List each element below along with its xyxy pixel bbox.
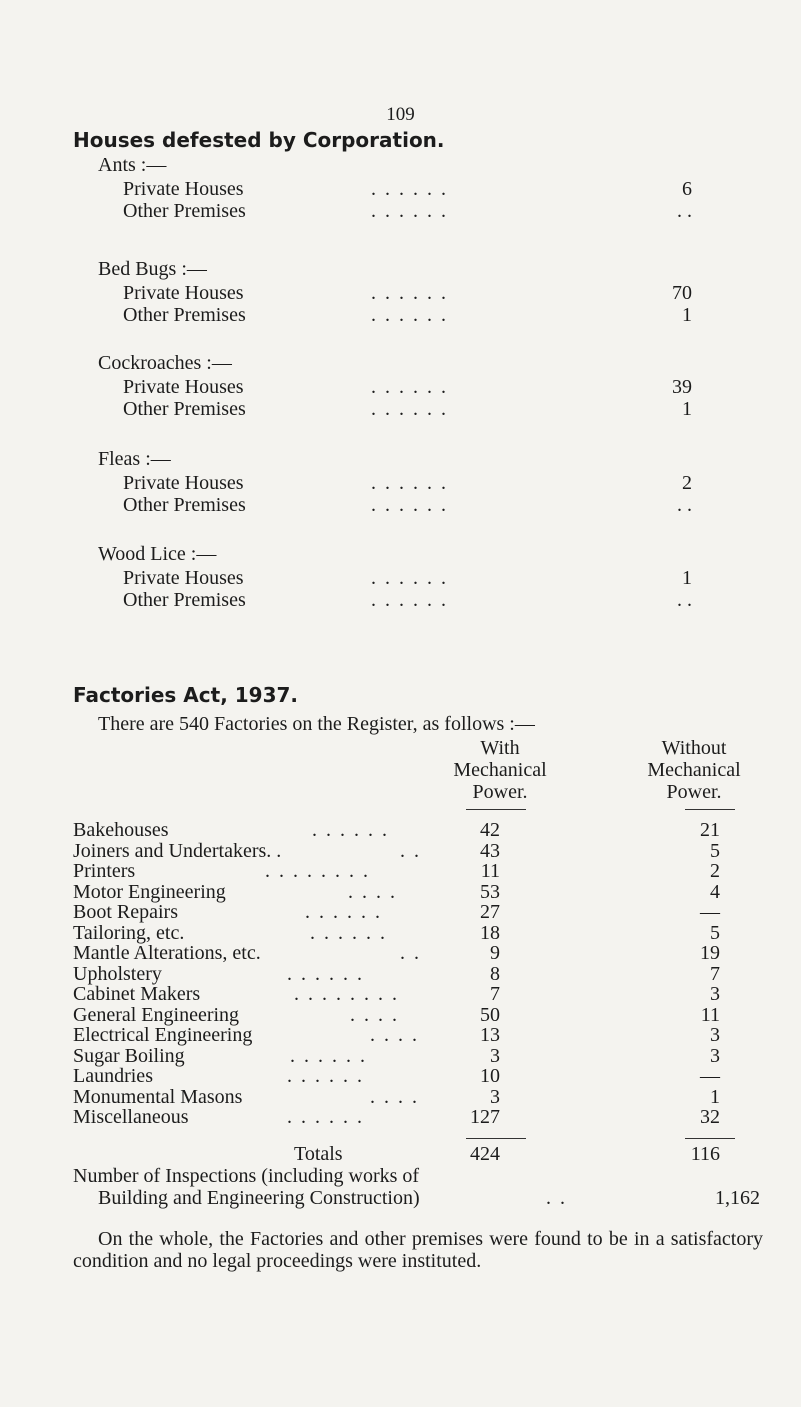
row-with-mechanical: 13 [480,1024,500,1046]
row-without-mechanical: 3 [710,983,720,1005]
pest-group-label: Bed Bugs :— [98,258,207,280]
pest-row-value: 1 [682,398,692,420]
row-leader: . . . . . . [312,819,389,841]
row-label: Boot Repairs [73,901,178,923]
row-with-mechanical: 10 [480,1065,500,1087]
pest-group-label: Cockroaches :— [98,352,232,374]
section-title-factories-act: Factories Act, 1937. [73,683,299,707]
row-leader: . . . . . . [287,1106,364,1128]
row-with-mechanical: 53 [480,881,500,903]
inspections-leader: . . [546,1187,567,1209]
row-without-mechanical: — [700,1065,720,1087]
row-with-mechanical: 3 [490,1086,500,1108]
pest-row-label: Other Premises [123,589,246,611]
pest-row-leader: . . . . . . [371,589,448,611]
pest-row-value: 70 [672,282,692,304]
pest-row-value: 39 [672,376,692,398]
pest-group-label: Ants :— [98,154,167,176]
row-without-mechanical: 19 [700,942,720,964]
row-label: Bakehouses [73,819,169,841]
pest-row-label: Private Houses [123,178,244,200]
row-leader: . . . . . . [305,901,382,923]
row-leader: . . . . [350,1004,399,1026]
row-without-mechanical: — [700,901,720,923]
pest-row-value: . . [677,494,692,516]
row-label: Laundries [73,1065,153,1087]
pest-row-label: Other Premises [123,304,246,326]
pest-row-value: 6 [682,178,692,200]
pest-row-value: . . [677,589,692,611]
totals-without-mechanical: 116 [690,1143,720,1165]
row-with-mechanical: 43 [480,840,500,862]
row-leader: . . . . . . [287,1065,364,1087]
row-with-mechanical: 9 [490,942,500,964]
factories-intro: There are 540 Factories on the Register, as follows :— [98,713,535,735]
row-without-mechanical: 11 [700,1004,720,1026]
row-label: Printers [73,860,136,882]
pest-row-leader: . . . . . . [371,200,448,222]
col2-header-line: Without [661,737,727,759]
totals-rule-col1 [466,1138,526,1139]
row-without-mechanical: 2 [710,860,720,882]
row-with-mechanical: 8 [490,963,500,985]
pest-row-leader: . . . . . . [371,494,448,516]
totals-with-mechanical: 424 [470,1143,500,1165]
pest-row-leader: . . . . . . [371,567,448,589]
row-without-mechanical: 7 [710,963,720,985]
row-label: Motor Engineering [73,881,226,903]
row-label: Tailoring, etc. [73,922,185,944]
pest-group-label: Wood Lice :— [98,543,217,565]
inspections-count: 1,162 [715,1187,760,1209]
pest-row-value: 1 [682,567,692,589]
pest-row-leader: . . . . . . [371,376,448,398]
row-label: Cabinet Makers [73,983,201,1005]
pest-row-value: 2 [682,472,692,494]
row-leader: . . . . . . [290,1045,367,1067]
pest-row-leader: . . . . . . [371,178,448,200]
col1-header-line: Power. [472,781,528,803]
col2-header-line: Power. [666,781,722,803]
header-rule-col2 [685,809,735,810]
row-without-mechanical: 32 [700,1106,720,1128]
pest-row-leader: . . . . . . [371,398,448,420]
header-rule-col1 [466,809,526,810]
row-with-mechanical: 7 [490,983,500,1005]
row-leader: . . . . . . . . [265,860,370,882]
pest-row-label: Private Houses [123,282,244,304]
pest-row-leader: . . . . . . [371,304,448,326]
pest-row-label: Private Houses [123,567,244,589]
row-label: Electrical Engineering [73,1024,253,1046]
row-leader: . . . . . . [310,922,387,944]
row-with-mechanical: 3 [490,1045,500,1067]
pest-row-leader: . . . . . . [371,282,448,304]
totals-label: Totals [294,1143,343,1165]
row-leader: . . . . [370,1086,419,1108]
row-label: Miscellaneous [73,1106,189,1128]
row-leader: . . [400,942,421,964]
row-without-mechanical: 4 [710,881,720,903]
row-leader: . . . . . . . . [294,983,399,1005]
row-with-mechanical: 18 [480,922,500,944]
row-with-mechanical: 50 [480,1004,500,1026]
col2-header-line: Mechanical [647,759,741,781]
pest-row-label: Private Houses [123,472,244,494]
row-without-mechanical: 21 [700,819,720,841]
section-title-houses-defested: Houses defested by Corporation. [73,128,445,152]
totals-rule-col2 [685,1138,735,1139]
col1-header-line: With [480,737,520,759]
row-leader: . . . . [370,1024,419,1046]
row-label: General Engineering [73,1004,240,1026]
pest-row-value: 1 [682,304,692,326]
row-label: Joiners and Undertakers. . [73,840,282,862]
pest-row-value: . . [677,200,692,222]
row-leader: . . . . . . [287,963,364,985]
pest-row-label: Other Premises [123,494,246,516]
row-with-mechanical: 127 [470,1106,500,1128]
pest-row-label: Other Premises [123,398,246,420]
pest-row-leader: . . . . . . [371,472,448,494]
row-label: Sugar Boiling [73,1045,185,1067]
inspections-label-line1: Number of Inspections (including works of [73,1165,420,1187]
pest-row-label: Private Houses [123,376,244,398]
row-with-mechanical: 27 [480,901,500,923]
conclusion-paragraph: On the whole, the Factories and other premises were found to be in a satisfactory condition and no legal proceedings were instituted. [73,1228,763,1272]
row-without-mechanical: 3 [710,1045,720,1067]
row-without-mechanical: 3 [710,1024,720,1046]
page-number: 109 [386,104,415,125]
row-with-mechanical: 11 [480,860,500,882]
row-leader: . . [400,840,421,862]
row-without-mechanical: 5 [710,922,720,944]
col1-header-line: Mechanical [453,759,547,781]
row-label: Monumental Masons [73,1086,243,1108]
row-without-mechanical: 5 [710,840,720,862]
pest-group-label: Fleas :— [98,448,171,470]
row-leader: . . . . [348,881,397,903]
inspections-label-line2: Building and Engineering Construction) [98,1187,420,1209]
row-label: Mantle Alterations, etc. [73,942,261,964]
pest-row-label: Other Premises [123,200,246,222]
row-with-mechanical: 42 [480,819,500,841]
row-label: Upholstery [73,963,162,985]
row-without-mechanical: 1 [710,1086,720,1108]
